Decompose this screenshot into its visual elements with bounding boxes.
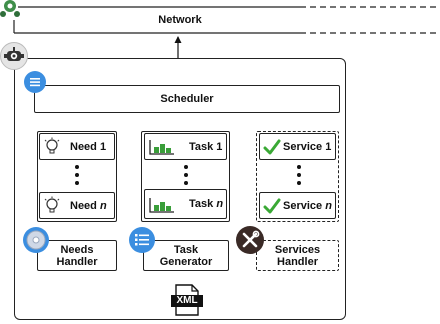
service-n-label: Service n [283,200,332,212]
checklist-icon [129,227,155,253]
task-n-label: Task n [189,198,224,210]
tasks-ellipsis [183,164,189,186]
list-icon [24,71,46,93]
service-1-item [259,133,336,160]
services-handler-line1: Services [274,243,321,256]
robot-head-icon [0,42,28,70]
xml-file-icon [170,284,204,316]
disc-icon [23,227,49,253]
network-label: Network [158,14,202,26]
needs-handler-box [37,240,117,271]
checkmark-icon [263,138,281,156]
xml-label: XML [176,295,198,306]
service-n-item [259,192,336,219]
scheduler-label: Scheduler [160,93,214,105]
task-generator-line1: Task [173,243,199,256]
need-n-item [39,192,115,219]
service-1-label: Service 1 [283,141,332,153]
checkmark-icon [263,197,281,215]
task-generator-line2: Generator [159,255,213,268]
chart-icon [149,197,175,214]
services-ellipsis [296,164,302,186]
task-n-item [144,189,227,219]
need-1-label: Need 1 [70,141,107,153]
chart-icon [149,139,175,156]
task-generator-box [143,240,229,271]
task-1-item [144,133,227,160]
need-n-label: Need n [70,200,107,212]
services-handler-line2: Handler [277,255,318,268]
tools-icon [236,226,264,254]
needs-handler-line2: Handler [56,255,98,268]
needs-handler-line1: Needs [60,243,94,256]
task-1-label: Task 1 [189,141,223,153]
lightbulb-icon [43,196,61,216]
services-handler-box [256,240,339,271]
lightbulb-icon [43,137,61,157]
need-1-item [39,133,115,160]
network-node-icon [0,0,20,18]
needs-ellipsis [74,164,80,186]
scheduler-box [34,85,340,113]
